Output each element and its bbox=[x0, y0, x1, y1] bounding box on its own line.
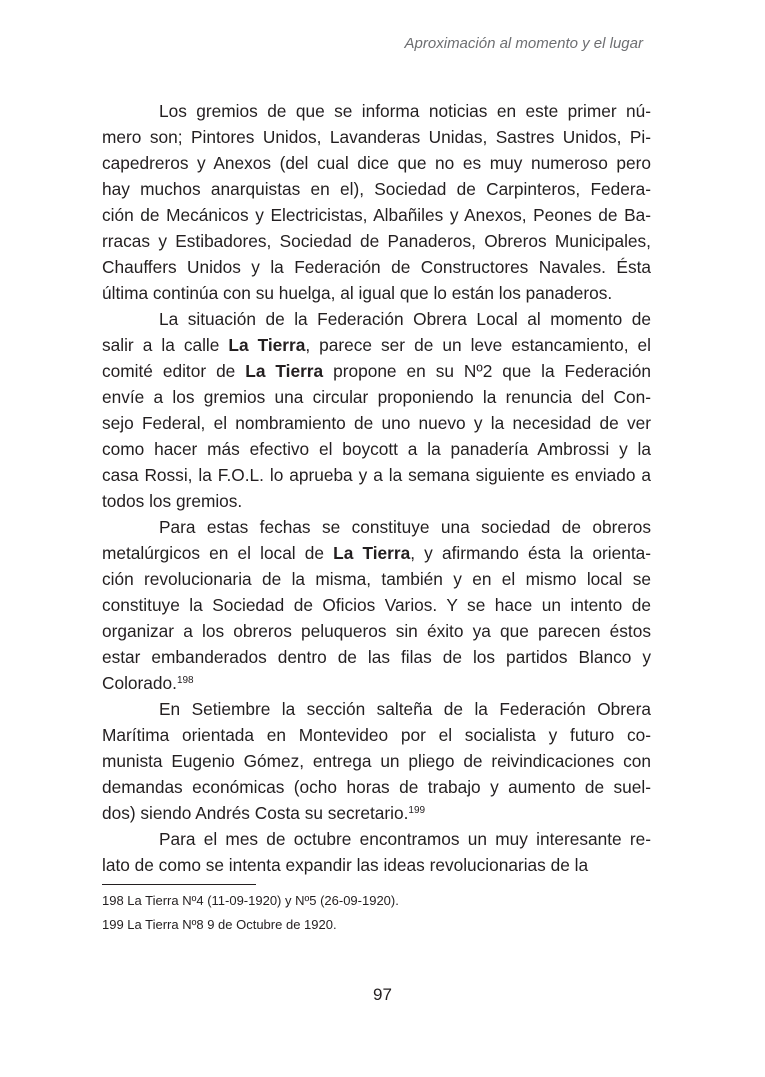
footnote-rule bbox=[102, 884, 256, 885]
paragraph bbox=[102, 306, 651, 514]
text-line: todos los gremios. bbox=[102, 491, 243, 511]
text-line bbox=[102, 800, 651, 826]
text-line: estar embanderados dentro de las filas de los partidos Blanco y bbox=[102, 647, 651, 667]
text-line bbox=[102, 670, 651, 696]
footnote: 198 La Tierra Nº4 (11-09-1920) y Nº5 (26-09-1920). bbox=[102, 893, 399, 908]
text-line: demandas económicas (ocho horas de trabajo y aumento de suel- bbox=[102, 777, 651, 797]
text-line: munista Eugenio Gómez, entrega un pliego de reivindicaciones con bbox=[102, 751, 651, 771]
text-line: En Setiembre la sección salteña de la Federación Obrera bbox=[159, 699, 651, 719]
text-line: ción de Mecánicos y Electricistas, Albañiles y Anexos, Peones de Ba- bbox=[102, 205, 651, 225]
text-run: Colorado. bbox=[102, 673, 177, 693]
text-run: propone en su Nº2 que la Federación bbox=[323, 361, 651, 381]
body-text bbox=[102, 98, 651, 878]
text-line: última continúa con su huelga, al igual que lo están los panaderos. bbox=[102, 283, 613, 303]
text-line: mero son; Pintores Unidos, Lavanderas Unidas, Sastres Unidos, Pi- bbox=[102, 127, 651, 147]
text-run: metalúrgicos en el local de bbox=[102, 543, 334, 563]
text-line bbox=[102, 358, 651, 384]
page-number: 97 bbox=[373, 985, 392, 1004]
text-line: Para estas fechas se constituye una sociedad de obreros bbox=[159, 517, 651, 537]
newspaper-title: La Tierra bbox=[333, 543, 411, 563]
text-line: ción revolucionaria de la misma, también y en el mismo local se bbox=[102, 569, 651, 589]
paragraph bbox=[102, 826, 651, 878]
text-run: , parece ser de un leve estancamiento, el bbox=[305, 335, 651, 355]
text-line: La situación de la Federación Obrera Local al momento de bbox=[159, 309, 651, 329]
text-line: constituye la Sociedad de Oficios Varios. Y se hace un intento de bbox=[102, 595, 651, 615]
newspaper-title: La Tierra bbox=[245, 361, 324, 381]
text-line: casa Rossi, la F.O.L. lo aprueba y a la semana siguiente es enviado a bbox=[102, 465, 651, 485]
footnote-reference: 198 bbox=[176, 675, 194, 686]
text-line: Para el mes de octubre encontramos un muy interesante re- bbox=[159, 829, 651, 849]
text-run: dos) siendo Andrés Costa su secretario. bbox=[102, 803, 409, 823]
footnote-reference: 199 bbox=[408, 805, 426, 816]
text-line bbox=[102, 540, 651, 566]
footnotes bbox=[102, 889, 399, 937]
text-line: Los gremios de que se informa noticias en este primer nú- bbox=[159, 101, 651, 121]
text-run: , y afirmando ésta la orienta- bbox=[410, 543, 651, 563]
text-line: como hacer más efectivo el boycott a la panadería Ambrossi y la bbox=[102, 439, 651, 459]
text-line: hay muchos anarquistas en el), Sociedad de Carpinteros, Federa- bbox=[102, 179, 651, 199]
text-line: Chauffers Unidos y la Federación de Constructores Navales. Ésta bbox=[102, 257, 651, 277]
text-line: sejo Federal, el nombramiento de uno nuevo y la necesidad de ver bbox=[102, 413, 651, 433]
running-header: Aproximación al momento y el lugar bbox=[404, 35, 643, 52]
text-line: capedreros y Anexos (del cual dice que no es muy numeroso pero bbox=[102, 153, 651, 173]
text-line: rracas y Estibadores, Sociedad de Panaderos, Obreros Municipales, bbox=[102, 231, 651, 251]
paragraph bbox=[102, 514, 651, 696]
paragraph bbox=[102, 98, 651, 306]
newspaper-title: La Tierra bbox=[228, 335, 306, 355]
paragraph bbox=[102, 696, 651, 826]
text-line: lato de como se intenta expandir las ideas revolucionarias de la bbox=[102, 855, 589, 875]
text-line bbox=[102, 332, 651, 358]
footnote: 199 La Tierra Nº8 9 de Octubre de 1920. bbox=[102, 917, 337, 932]
text-line: Marítima orientada en Montevideo por el socialista y futuro co- bbox=[102, 725, 651, 745]
text-run: comité editor de bbox=[102, 361, 246, 381]
text-run: salir a la calle bbox=[102, 335, 229, 355]
text-line: organizar a los obreros peluqueros sin éxito ya que parecen éstos bbox=[102, 621, 651, 641]
text-line: envíe a los gremios una circular proponiendo la renuncia del Con- bbox=[102, 387, 651, 407]
